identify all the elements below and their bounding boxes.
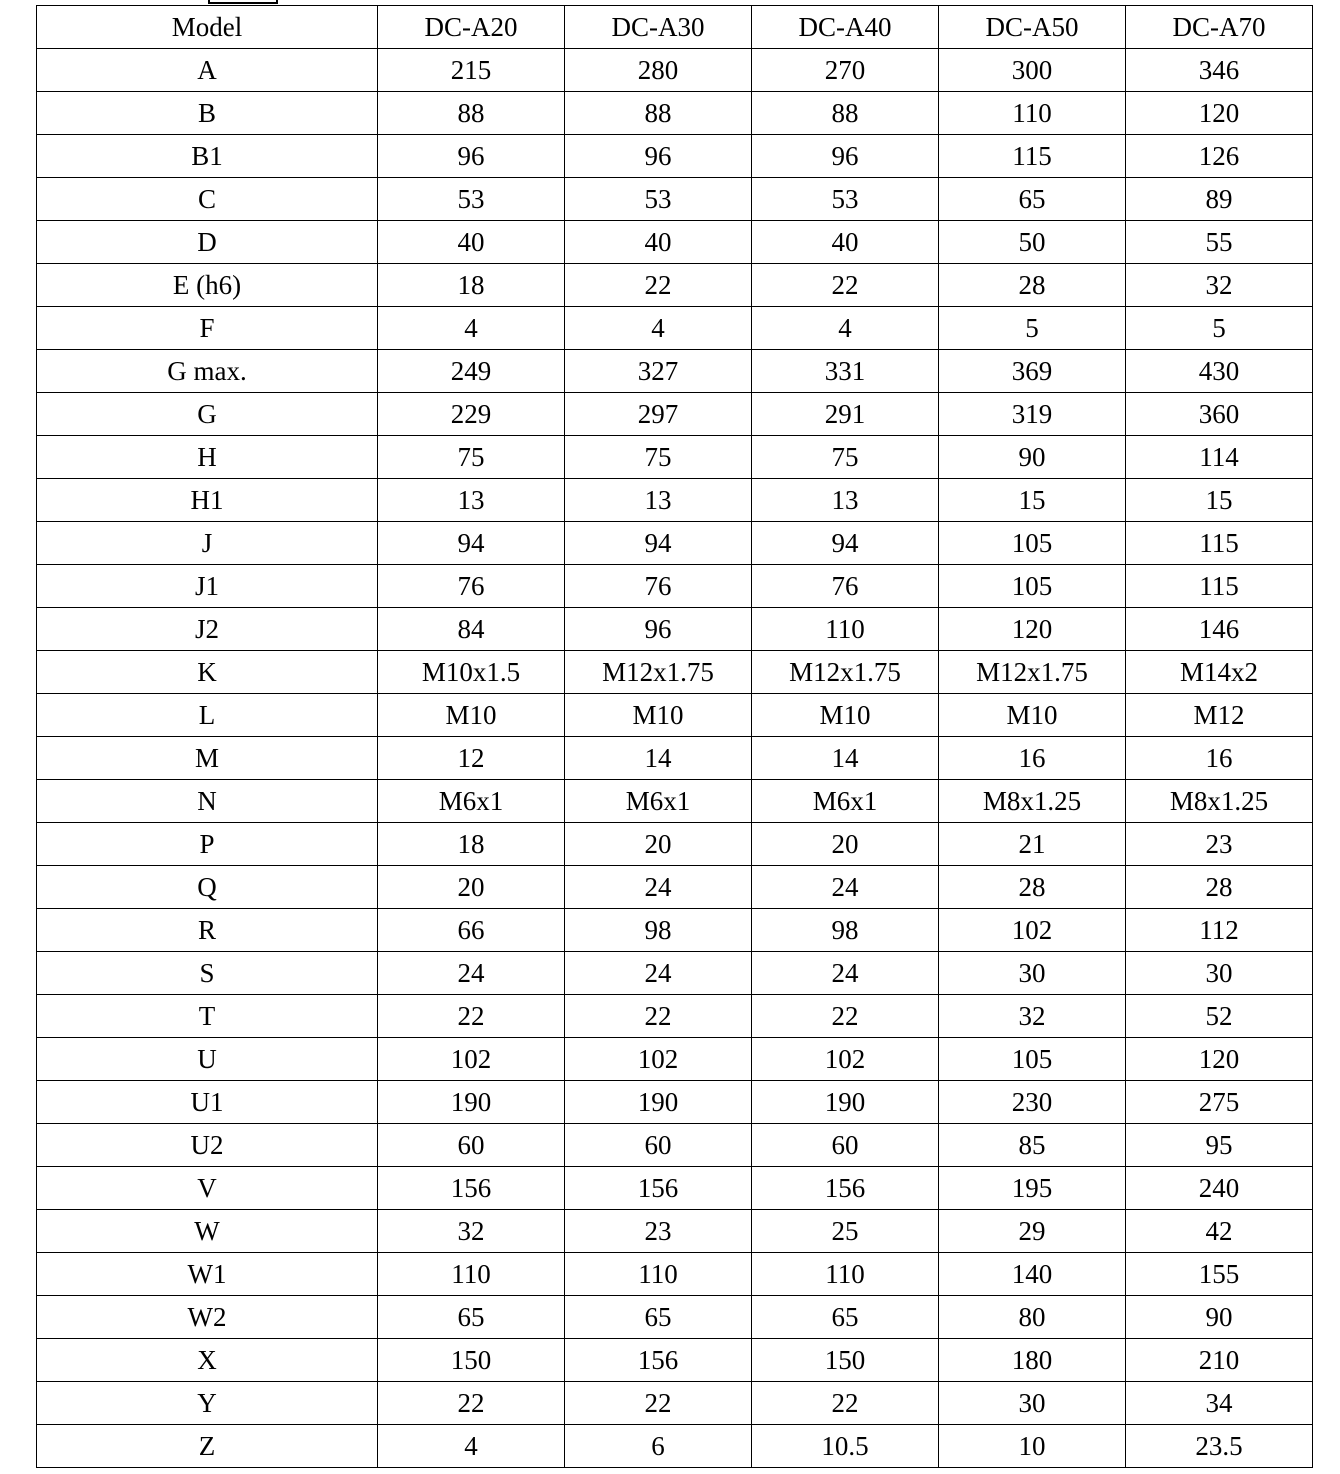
table-row <box>37 178 1313 221</box>
table-row <box>37 909 1313 952</box>
row-label-cell: N <box>37 780 378 823</box>
row-label-cell: X <box>37 1339 378 1382</box>
value-cell: 195 <box>939 1167 1126 1210</box>
value-cell: 140 <box>939 1253 1126 1296</box>
value-cell: M12x1.75 <box>565 651 752 694</box>
value-cell: 22 <box>565 995 752 1038</box>
value-cell: 180 <box>939 1339 1126 1382</box>
value-cell: 94 <box>752 522 939 565</box>
value-cell: 331 <box>752 350 939 393</box>
value-cell: 156 <box>378 1167 565 1210</box>
row-label-cell: J1 <box>37 565 378 608</box>
header-row <box>37 6 1313 49</box>
value-cell: 96 <box>565 608 752 651</box>
value-cell: 215 <box>378 49 565 92</box>
row-label-cell: B <box>37 92 378 135</box>
row-label-cell: E (h6) <box>37 264 378 307</box>
value-cell: 114 <box>1126 436 1313 479</box>
table-row <box>37 1167 1313 1210</box>
row-label-cell: T <box>37 995 378 1038</box>
value-cell: 110 <box>378 1253 565 1296</box>
value-cell: 102 <box>565 1038 752 1081</box>
value-cell: M12x1.75 <box>939 651 1126 694</box>
value-cell: M10 <box>939 694 1126 737</box>
value-cell: 98 <box>565 909 752 952</box>
value-cell: M12x1.75 <box>752 651 939 694</box>
value-cell: 32 <box>378 1210 565 1253</box>
value-cell: 5 <box>939 307 1126 350</box>
value-cell: 346 <box>1126 49 1313 92</box>
row-label-cell: W2 <box>37 1296 378 1339</box>
value-cell: 22 <box>378 1382 565 1425</box>
value-cell: 190 <box>752 1081 939 1124</box>
value-cell: 50 <box>939 221 1126 264</box>
value-cell: 75 <box>565 436 752 479</box>
value-cell: 75 <box>752 436 939 479</box>
row-label-cell: K <box>37 651 378 694</box>
value-cell: 115 <box>939 135 1126 178</box>
value-cell: 25 <box>752 1210 939 1253</box>
value-cell: M8x1.25 <box>939 780 1126 823</box>
value-cell: 22 <box>565 1382 752 1425</box>
value-cell: 275 <box>1126 1081 1313 1124</box>
table-row <box>37 1081 1313 1124</box>
table-row <box>37 135 1313 178</box>
value-cell: 327 <box>565 350 752 393</box>
row-label-cell: Y <box>37 1382 378 1425</box>
value-cell: 249 <box>378 350 565 393</box>
table-row <box>37 522 1313 565</box>
row-label-cell: C <box>37 178 378 221</box>
value-cell: 98 <box>752 909 939 952</box>
table-body <box>37 49 1313 1468</box>
value-cell: 230 <box>939 1081 1126 1124</box>
value-cell: 5 <box>1126 307 1313 350</box>
value-cell: 23 <box>565 1210 752 1253</box>
value-cell: 14 <box>752 737 939 780</box>
row-label-cell: Q <box>37 866 378 909</box>
value-cell: 156 <box>565 1167 752 1210</box>
table-row <box>37 264 1313 307</box>
value-cell: 34 <box>1126 1382 1313 1425</box>
row-label-cell: V <box>37 1167 378 1210</box>
table-row <box>37 1253 1313 1296</box>
row-label-cell: H1 <box>37 479 378 522</box>
value-cell: M10 <box>565 694 752 737</box>
value-cell: M10 <box>752 694 939 737</box>
value-cell: 10 <box>939 1425 1126 1468</box>
table-row <box>37 952 1313 995</box>
value-cell: 10.5 <box>752 1425 939 1468</box>
value-cell: 96 <box>378 135 565 178</box>
row-label-cell: B1 <box>37 135 378 178</box>
value-cell: 40 <box>752 221 939 264</box>
row-label-cell: J <box>37 522 378 565</box>
value-cell: 120 <box>939 608 1126 651</box>
header-cell-dc-a40: DC-A40 <box>752 6 939 49</box>
table-row <box>37 651 1313 694</box>
table-row <box>37 49 1313 92</box>
value-cell: 30 <box>939 1382 1126 1425</box>
table-row <box>37 436 1313 479</box>
value-cell: 20 <box>752 823 939 866</box>
value-cell: 14 <box>565 737 752 780</box>
value-cell: 190 <box>378 1081 565 1124</box>
value-cell: 96 <box>565 135 752 178</box>
value-cell: 270 <box>752 49 939 92</box>
table-row <box>37 350 1313 393</box>
table-row <box>37 1210 1313 1253</box>
value-cell: 96 <box>752 135 939 178</box>
value-cell: 146 <box>1126 608 1313 651</box>
value-cell: 115 <box>1126 522 1313 565</box>
value-cell: M6x1 <box>565 780 752 823</box>
value-cell: 22 <box>565 264 752 307</box>
value-cell: 22 <box>378 995 565 1038</box>
value-cell: 75 <box>378 436 565 479</box>
value-cell: 297 <box>565 393 752 436</box>
value-cell: 20 <box>378 866 565 909</box>
value-cell: M6x1 <box>378 780 565 823</box>
value-cell: 21 <box>939 823 1126 866</box>
table-row <box>37 1339 1313 1382</box>
row-label-cell: W1 <box>37 1253 378 1296</box>
value-cell: 32 <box>1126 264 1313 307</box>
value-cell: 156 <box>565 1339 752 1382</box>
value-cell: 76 <box>752 565 939 608</box>
value-cell: 53 <box>378 178 565 221</box>
value-cell: 150 <box>378 1339 565 1382</box>
value-cell: 360 <box>1126 393 1313 436</box>
table-row <box>37 307 1313 350</box>
value-cell: 16 <box>939 737 1126 780</box>
value-cell: 32 <box>939 995 1126 1038</box>
value-cell: 110 <box>939 92 1126 135</box>
value-cell: 115 <box>1126 565 1313 608</box>
value-cell: 126 <box>1126 135 1313 178</box>
value-cell: 94 <box>565 522 752 565</box>
value-cell: 22 <box>752 264 939 307</box>
value-cell: 190 <box>565 1081 752 1124</box>
value-cell: M12 <box>1126 694 1313 737</box>
value-cell: 65 <box>752 1296 939 1339</box>
value-cell: 84 <box>378 608 565 651</box>
row-label-cell: F <box>37 307 378 350</box>
value-cell: 156 <box>752 1167 939 1210</box>
value-cell: 105 <box>939 565 1126 608</box>
value-cell: 52 <box>1126 995 1313 1038</box>
value-cell: 291 <box>752 393 939 436</box>
table-row <box>37 221 1313 264</box>
row-label-cell: D <box>37 221 378 264</box>
value-cell: 112 <box>1126 909 1313 952</box>
value-cell: 12 <box>378 737 565 780</box>
value-cell: 88 <box>378 92 565 135</box>
table-row <box>37 608 1313 651</box>
value-cell: 4 <box>378 1425 565 1468</box>
value-cell: 80 <box>939 1296 1126 1339</box>
table-row <box>37 866 1313 909</box>
value-cell: 40 <box>565 221 752 264</box>
value-cell: 94 <box>378 522 565 565</box>
table-row <box>37 1038 1313 1081</box>
row-label-cell: U <box>37 1038 378 1081</box>
row-label-cell: P <box>37 823 378 866</box>
value-cell: 20 <box>565 823 752 866</box>
value-cell: 18 <box>378 264 565 307</box>
value-cell: 23 <box>1126 823 1313 866</box>
table-row <box>37 1124 1313 1167</box>
row-label-cell: G max. <box>37 350 378 393</box>
value-cell: 65 <box>939 178 1126 221</box>
value-cell: M6x1 <box>752 780 939 823</box>
value-cell: M10 <box>378 694 565 737</box>
value-cell: M14x2 <box>1126 651 1313 694</box>
value-cell: 120 <box>1126 1038 1313 1081</box>
row-label-cell: U2 <box>37 1124 378 1167</box>
value-cell: 110 <box>565 1253 752 1296</box>
value-cell: 76 <box>565 565 752 608</box>
value-cell: 88 <box>752 92 939 135</box>
row-label-cell: U1 <box>37 1081 378 1124</box>
value-cell: M8x1.25 <box>1126 780 1313 823</box>
value-cell: 155 <box>1126 1253 1313 1296</box>
row-label-cell: A <box>37 49 378 92</box>
value-cell: 4 <box>752 307 939 350</box>
table-row <box>37 995 1313 1038</box>
value-cell: 369 <box>939 350 1126 393</box>
table-row <box>37 565 1313 608</box>
value-cell: 60 <box>565 1124 752 1167</box>
value-cell: 15 <box>939 479 1126 522</box>
table-row <box>37 393 1313 436</box>
value-cell: 53 <box>752 178 939 221</box>
value-cell: 60 <box>752 1124 939 1167</box>
value-cell: 76 <box>378 565 565 608</box>
value-cell: 102 <box>752 1038 939 1081</box>
value-cell: 28 <box>1126 866 1313 909</box>
row-label-cell: H <box>37 436 378 479</box>
value-cell: 88 <box>565 92 752 135</box>
row-label-cell: W <box>37 1210 378 1253</box>
value-cell: M10x1.5 <box>378 651 565 694</box>
table-row <box>37 694 1313 737</box>
value-cell: 22 <box>752 1382 939 1425</box>
value-cell: 22 <box>752 995 939 1038</box>
header-cell-dc-a20: DC-A20 <box>378 6 565 49</box>
value-cell: 4 <box>565 307 752 350</box>
value-cell: 89 <box>1126 178 1313 221</box>
table-row <box>37 823 1313 866</box>
value-cell: 150 <box>752 1339 939 1382</box>
value-cell: 319 <box>939 393 1126 436</box>
value-cell: 300 <box>939 49 1126 92</box>
value-cell: 110 <box>752 1253 939 1296</box>
value-cell: 24 <box>752 866 939 909</box>
value-cell: 30 <box>1126 952 1313 995</box>
row-label-cell: L <box>37 694 378 737</box>
value-cell: 13 <box>378 479 565 522</box>
value-cell: 24 <box>565 952 752 995</box>
table-row <box>37 479 1313 522</box>
value-cell: 28 <box>939 866 1126 909</box>
header-cell-dc-a50: DC-A50 <box>939 6 1126 49</box>
table-row <box>37 1425 1313 1468</box>
value-cell: 95 <box>1126 1124 1313 1167</box>
clipped-caption-box <box>208 0 278 4</box>
value-cell: 18 <box>378 823 565 866</box>
value-cell: 60 <box>378 1124 565 1167</box>
value-cell: 15 <box>1126 479 1313 522</box>
value-cell: 66 <box>378 909 565 952</box>
value-cell: 85 <box>939 1124 1126 1167</box>
value-cell: 16 <box>1126 737 1313 780</box>
header-cell-model: Model <box>37 6 378 49</box>
value-cell: 65 <box>378 1296 565 1339</box>
table-row <box>37 780 1313 823</box>
value-cell: 240 <box>1126 1167 1313 1210</box>
value-cell: 229 <box>378 393 565 436</box>
value-cell: 90 <box>939 436 1126 479</box>
value-cell: 280 <box>565 49 752 92</box>
value-cell: 13 <box>752 479 939 522</box>
value-cell: 40 <box>378 221 565 264</box>
value-cell: 42 <box>1126 1210 1313 1253</box>
value-cell: 210 <box>1126 1339 1313 1382</box>
row-label-cell: S <box>37 952 378 995</box>
value-cell: 102 <box>939 909 1126 952</box>
row-label-cell: M <box>37 737 378 780</box>
value-cell: 28 <box>939 264 1126 307</box>
dimension-spec-table <box>36 5 1313 1468</box>
header-cell-dc-a70: DC-A70 <box>1126 6 1313 49</box>
row-label-cell: G <box>37 393 378 436</box>
row-label-cell: Z <box>37 1425 378 1468</box>
value-cell: 4 <box>378 307 565 350</box>
value-cell: 13 <box>565 479 752 522</box>
value-cell: 110 <box>752 608 939 651</box>
table-row <box>37 1296 1313 1339</box>
value-cell: 105 <box>939 1038 1126 1081</box>
value-cell: 6 <box>565 1425 752 1468</box>
table-row <box>37 1382 1313 1425</box>
value-cell: 24 <box>752 952 939 995</box>
value-cell: 24 <box>378 952 565 995</box>
value-cell: 30 <box>939 952 1126 995</box>
row-label-cell: R <box>37 909 378 952</box>
row-label-cell: J2 <box>37 608 378 651</box>
value-cell: 55 <box>1126 221 1313 264</box>
value-cell: 120 <box>1126 92 1313 135</box>
value-cell: 102 <box>378 1038 565 1081</box>
value-cell: 430 <box>1126 350 1313 393</box>
value-cell: 65 <box>565 1296 752 1339</box>
value-cell: 53 <box>565 178 752 221</box>
value-cell: 23.5 <box>1126 1425 1313 1468</box>
value-cell: 24 <box>565 866 752 909</box>
table-row <box>37 92 1313 135</box>
value-cell: 90 <box>1126 1296 1313 1339</box>
header-cell-dc-a30: DC-A30 <box>565 6 752 49</box>
table-row <box>37 737 1313 780</box>
value-cell: 29 <box>939 1210 1126 1253</box>
value-cell: 105 <box>939 522 1126 565</box>
